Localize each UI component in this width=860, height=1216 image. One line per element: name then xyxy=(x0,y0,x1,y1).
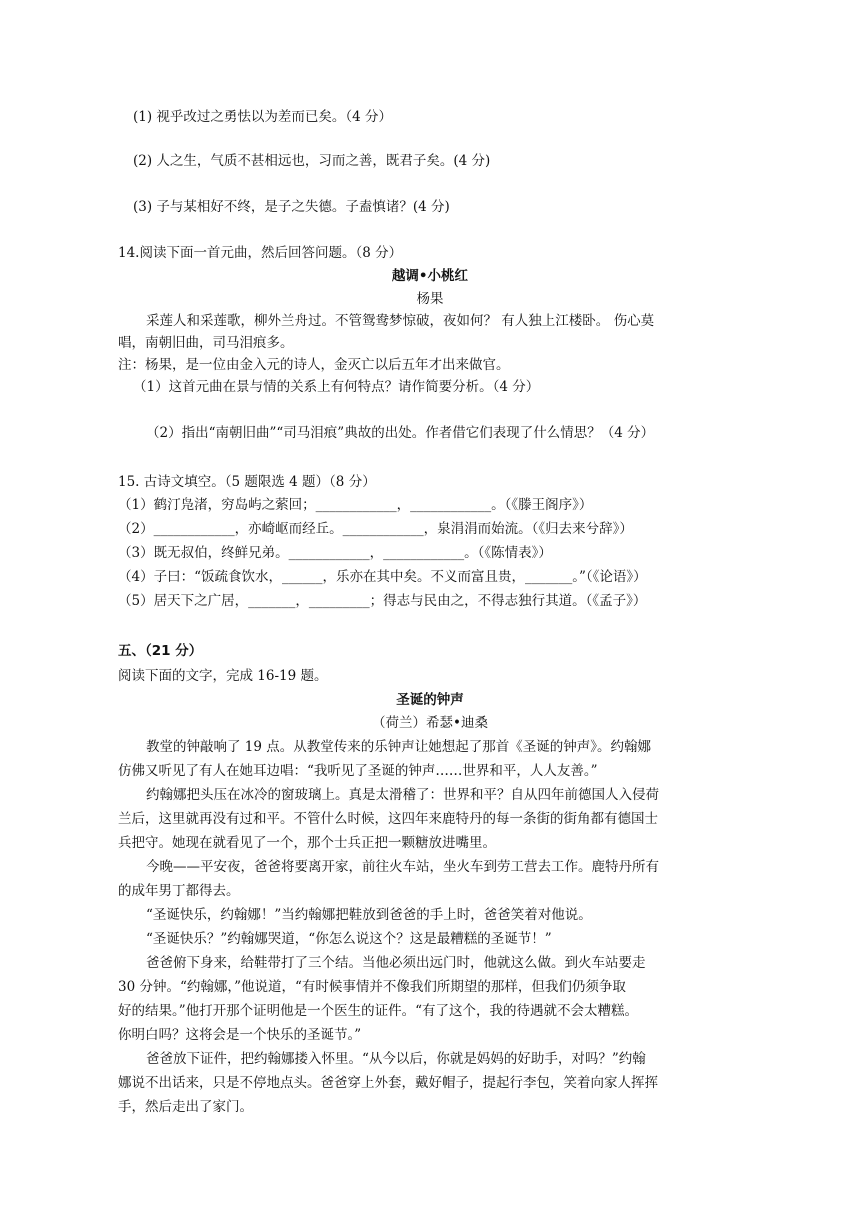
article-line-1: 教堂的钟敲响了 19 点。从教堂传来的乐钟声让她想起了那首《圣诞的钟声》。约翰娜 xyxy=(146,739,652,755)
q15-item-5: （5）居天下之广居，_______，_________；得志与民由之，不得志独行其道。（《孟子》） xyxy=(118,593,647,609)
poem-author: 杨果 xyxy=(416,291,444,307)
q15-item-2: （2）____________，亦崎岖而经丘。____________，泉涓涓而始流。（《归去来兮辞》） xyxy=(118,521,633,537)
article-title: 圣诞的钟声 xyxy=(396,692,464,708)
q15-item-4: （4）子曰：“饭疏食饮水，______，乐亦在其中矣。不义而富且贵，_______。”（《论语》） xyxy=(118,569,647,585)
translation-item-3: (3) 子与某相好不终，是子之失德。子盍慎诸？(4 分) xyxy=(133,199,450,215)
q15-item-1: （1）鹤汀凫渚，穷岛屿之萦回；____________，____________。（《滕王阁序》） xyxy=(118,497,593,513)
section5-heading: 五、（21 分） xyxy=(118,643,203,659)
article-line-3: 约翰娜把头压在冰冷的窗玻璃上。真是太滑稽了：世界和平？自从四年前德国人入侵荷 xyxy=(146,787,659,803)
section5-instruction: 阅读下面的文字，完成 16-19 题。 xyxy=(118,668,328,684)
article-line-6: 今晚——平安夜，爸爸将要离开家，前往火车站，坐火车到劳工营去工作。鹿特丹所有 xyxy=(146,859,659,875)
article-line-5: 兵把守。她现在就看见了一个，那个士兵正把一颗糖放进嘴里。 xyxy=(118,835,496,851)
article-line-2: 仿佛又听见了有人在她耳边唱：“我听见了圣诞的钟声……世界和平，人人友善。” xyxy=(118,763,598,779)
article-line-4: 兰后，这里就再没有过和平。不管什么时候，这四年来鹿特丹的每一条街的街角都有德国士 xyxy=(118,811,658,827)
article-line-14: 爸爸放下证件，把约翰娜搂入怀里。“从今以后，你就是妈妈的好助手，对吗？”约翰 xyxy=(146,1051,646,1067)
article-line-13: 你明白吗？这将会是一个快乐的圣诞节。” xyxy=(118,1027,362,1043)
article-line-15: 娜说不出话来，只是不停地点头。爸爸穿上外套，戴好帽子，提起行李包，笑着向家人挥挥 xyxy=(118,1075,658,1091)
translation-item-1: (1) 视乎改过之勇怯以为差而已矣。（4 分） xyxy=(133,109,393,125)
poem-line-1: 采莲人和采莲歌，柳外兰舟过。不管鸳鸯梦惊破，夜如何？ 有人独上江楼卧。 伤心莫 xyxy=(146,313,655,329)
q15-item-3: （3）既无叔伯，终鲜兄弟。____________，____________。（《陈情表》） xyxy=(118,545,552,561)
article-line-9: “圣诞快乐？”约翰娜哭道，“你怎么说这个？这是最糟糕的圣诞节！” xyxy=(146,931,552,947)
poem-note: 注：杨果，是一位由金入元的诗人，金灭亡以后五年才出来做官。 xyxy=(118,357,510,373)
poem-line-2: 唱，南朝旧曲，司马泪痕多。 xyxy=(118,335,294,351)
article-line-10: 爸爸俯下身来，给鞋带打了三个结。当他必须出远门时，他就这么做。到火车站要走 xyxy=(146,955,646,971)
translation-item-2: (2) 人之生，气质不甚相远也，习而之善，既君子矣。(4 分) xyxy=(133,153,491,169)
q15-prompt: 15. 古诗文填空。（5 题限选 4 题）（8 分） xyxy=(118,474,376,490)
article-line-11: 30 分钟。“约翰娜，”他说道，“有时候事情并不像我们所期望的那样，但我们仍须争取 xyxy=(118,979,626,995)
article-author: （荷兰）希瑟•迪桑 xyxy=(372,715,488,731)
article-line-7: 的成年男丁都得去。 xyxy=(118,883,240,899)
poem-title: 越调•小桃红 xyxy=(391,268,469,284)
q14-prompt: 14.阅读下面一首元曲，然后回答问题。（8 分） xyxy=(118,245,403,261)
article-line-12: 好的结果。”他打开那个证明他是一个医生的证件。“有了这个，我的待遇就不会太糟糕。 xyxy=(118,1003,639,1019)
q14-sub1: （1）这首元曲在景与情的关系上有何特点？请作简要分析。（4 分） xyxy=(133,379,540,395)
article-line-8: “圣诞快乐，约翰娜！”当约翰娜把鞋放到爸爸的手上时，爸爸笑着对他说。 xyxy=(146,907,592,923)
article-line-16: 手，然后走出了家门。 xyxy=(118,1099,253,1115)
q14-sub2: （2）指出“南朝旧曲”“司马泪痕”典故的出处。作者借它们表现了什么情思？（4 分） xyxy=(146,425,655,441)
